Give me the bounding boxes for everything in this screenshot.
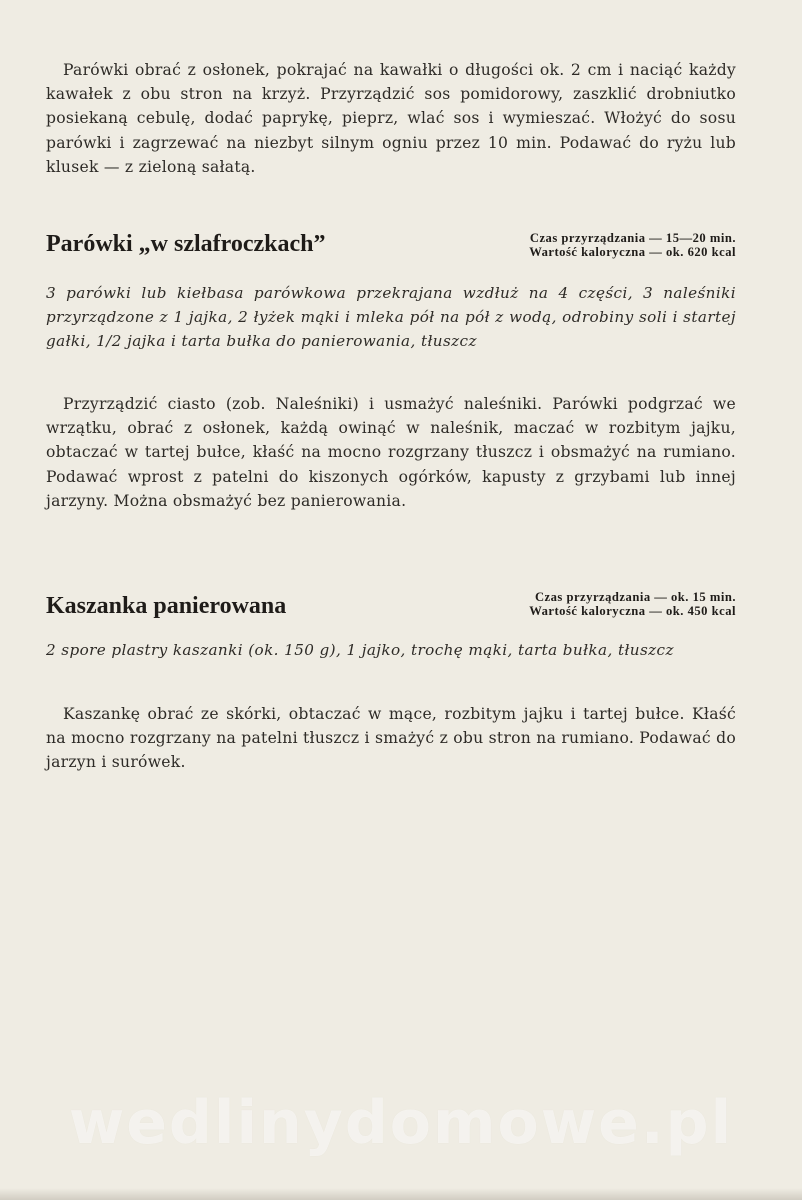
recipe-meta-kaszanka	[529, 590, 736, 618]
ingredients-kaszanka: 2 spore plastry kaszanki (ok. 150 g), 1 jajko, trochę mąki, tarta bułka, tłuszcz	[46, 641, 674, 659]
calories: Wartość kaloryczna — ok. 450 kcal	[529, 604, 736, 618]
prep-time: Czas przyrządzania — ok. 15 min.	[534, 590, 736, 604]
ingredients-parowki: 3 parówki lub kiełbasa parówkowa przekrajana wzdłuż na 4 części, 3 naleśniki przyrządzone z 1 jajka, 2 łyżek mąki i mleka pół na pół z wodą, odrobiny soli i startej gałki, 1/2 jajka i tarta bułka do panierowania, tłuszcz	[46, 284, 736, 350]
recipe-title-kaszanka: Kaszanka panierowana	[46, 593, 287, 619]
intro-paragraph: Parówki obrać z osłonek, pokrajać na kawałki o długości ok. 2 cm i naciąć każdy kawałek z obu stron na krzyż. Przyrządzić sos pomidorowy, zaszklić drobniutko posiekaną cebulę, dodać paprykę, pieprz, wlać sos i wymieszać. Włożyć do sosu parówki i zagrzewać na niezbyt silnym ogniu przez 10 min. Podawać do ryżu lub klusek — z zieloną sałatą.	[46, 61, 736, 176]
recipe-title-parowki: Parówki „w szlafroczkach”	[46, 231, 326, 257]
watermark: wedlinydomowe.pl	[68, 1088, 734, 1158]
prep-time: Czas przyrządzania — 15—20 min.	[529, 231, 736, 245]
recipe-meta-parowki	[529, 231, 736, 259]
calories: Wartość kaloryczna — ok. 620 kcal	[529, 245, 736, 259]
page-edge-shadow	[0, 1188, 802, 1200]
method-kaszanka: Kaszankę obrać ze skórki, obtaczać w mące, rozbitym jajku i tartej bułce. Kłaść na mocno rozgrzany na patelni tłuszcz i smażyć z obu stron na rumiano. Podawać do jarzyn i surówek.	[46, 705, 736, 772]
method-parowki: Przyrządzić ciasto (zob. Naleśniki) i usmażyć naleśniki. Parówki podgrzać we wrzątku, obrać z osłonek, każdą owinąć w naleśnik, maczać w rozbitym jajku, obtaczać w tartej bułce, kłaść na mocno rozgrzany tłuszcz i obsmażyć na rumiano. Podawać wprost z patelni do kiszonych ogórków, kapusty z grzybami lub innej jarzyny. Można obsmażyć bez panierowania.	[46, 395, 736, 510]
